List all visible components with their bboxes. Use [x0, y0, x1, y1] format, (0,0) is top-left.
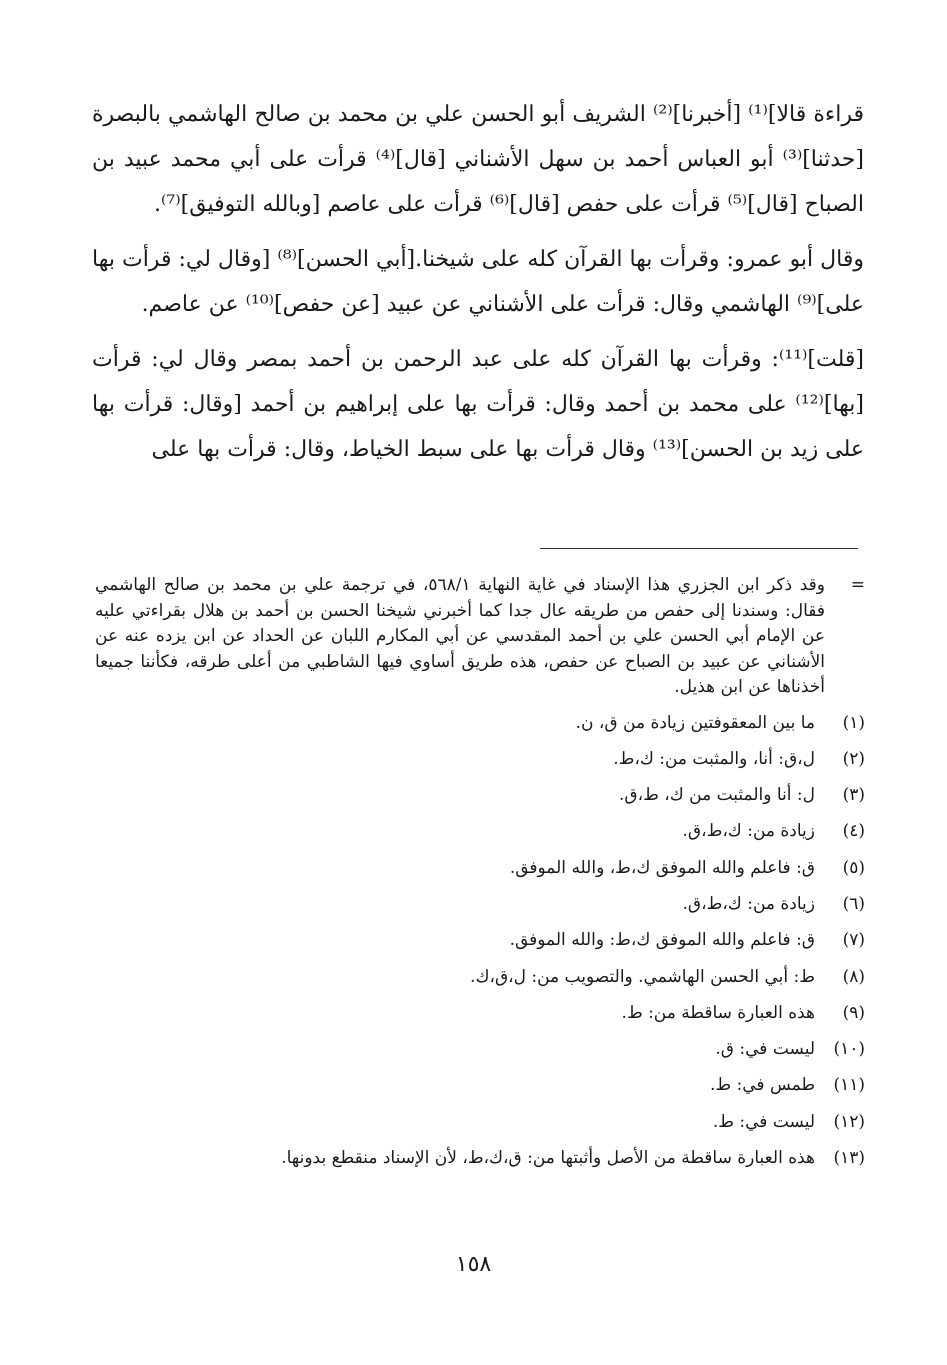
footnote-text: هذه العبارة ساقطة من: ط.	[621, 1002, 815, 1023]
footnote-item	[95, 886, 865, 922]
paragraph-3: [قلت]⁽¹¹⁾: وقرأت بها القرآن كله على عبد الرحمن بن أحمد بمصر وقال لي: قرأت [بها]⁽¹²⁾ على محمد بن أحمد وقال: قرأت بها على إبراهيم بن أحمد [وقال: قرأت بها على زيد بن الحسن]⁽¹³⁾ وقال قرأت بها على سبط الخياط، وقال: قرأت بها على	[92, 347, 864, 462]
footnote-text: ط: أبي الحسن الهاشمي. والتصويب من: ل،ق،ك.	[470, 966, 815, 987]
footnote-text: ل،ق: أنا، والمثبت من: ك،ط.	[613, 748, 815, 769]
footnote-item	[95, 813, 865, 849]
footnote-number: (٧)	[842, 930, 865, 951]
footnote-number: (١٢)	[833, 1111, 865, 1132]
footnote-number: (٥)	[842, 857, 865, 878]
footnote-item	[95, 741, 865, 777]
footnote-item	[95, 1104, 865, 1140]
footnote-separator-rule	[540, 548, 858, 549]
page-number: ١٥٨	[455, 1252, 492, 1277]
footnote-number: (٣)	[842, 785, 865, 806]
footnote-item	[95, 1067, 865, 1103]
footnote-number: (١١)	[833, 1075, 865, 1096]
footnote-item	[95, 850, 865, 886]
footnote-item	[95, 1140, 865, 1176]
footnote-item	[95, 959, 865, 995]
continuation-marker: =	[850, 575, 865, 595]
footnote-number: (٩)	[842, 1002, 865, 1023]
footnote-number: (١٣)	[833, 1148, 865, 1169]
continuation-text: وقد ذكر ابن الجزري هذا الإسناد في غاية النهاية ٥٦٨/١، في ترجمة علي بن محمد بن صالح الهاشمي فقال: وسندنا إلى حفص من طريقه عال جدا كما أخبرني شيخنا الحسن بن أحمد بن هلال بقراءتي عليه عن الإمام أبي الحسن علي بن أحمد المقدسي عن أبي المكارم اللبان عن الحداد عن ابن يزده عنه عن الأشناني عن عبيد بن الصباح عن حفص، هذه طريق أساوي فيها الشاطبي من أعلى طرقه، فكأننا جميعا أخذناها عن ابن هذيل.	[95, 575, 825, 697]
footnotes-block	[95, 573, 865, 1176]
footnote-number: (١)	[842, 712, 865, 733]
main-text-block	[92, 92, 864, 482]
footnote-text: ق: فاعلم والله الموفق ك،ط، والله الموفق.	[509, 857, 815, 878]
footnote-number: (٨)	[842, 966, 865, 987]
footnote-number: (٤)	[842, 821, 865, 842]
footnote-text: ليست في: ط.	[712, 1111, 815, 1132]
footnote-text: ما بين المعقوفتين زيادة من ق، ن.	[575, 712, 815, 733]
footnote-text: طمس في: ط.	[710, 1075, 815, 1096]
footnote-text: ل: أنا والمثبت من ك، ط،ق.	[619, 785, 815, 806]
footnote-item	[95, 777, 865, 813]
footnote-text: زيادة من: ك،ط،ق.	[682, 821, 815, 842]
footnote-text: ق: فاعلم والله الموفق ك،ط: والله الموفق.	[509, 930, 815, 951]
footnote-number: (٦)	[842, 893, 865, 914]
footnote-number: (٢)	[842, 748, 865, 769]
footnote-text: ليست في: ق.	[715, 1039, 815, 1060]
footnote-item	[95, 1031, 865, 1067]
footnote-item	[95, 995, 865, 1031]
footnote-number: (١٠)	[833, 1039, 865, 1060]
paragraph-2: وقال أبو عمرو: وقرأت بها القرآن كله على شيخنا.[أبي الحسن]⁽⁸⁾ [وقال لي: قرأت بها على]⁽⁹⁾ الهاشمي وقال: قرأت على الأشناني عن عبيد [عن حفص]⁽¹⁰⁾ عن عاصم.	[92, 247, 865, 317]
footnote-item	[95, 922, 865, 958]
footnote-text: هذه العبارة ساقطة من الأصل وأثبتها من: ق،ك،ط، لأن الإسناد منقطع بدونها.	[281, 1148, 815, 1169]
footnote-text: زيادة من: ك،ط،ق.	[682, 893, 815, 914]
paragraph-1: قراءة قالا]⁽¹⁾ [أخبرنا]⁽²⁾ الشريف أبو الحسن علي بن محمد بن صالح الهاشمي بالبصرة [حدثنا]⁽³⁾ أبو العباس أحمد بن سهل الأشناني [قال]⁽⁴⁾ قرأت على أبي محمد عبيد بن الصباح [قال]⁽⁵⁾ قرأت على حفص [قال]⁽⁶⁾ قرأت على عاصم [وبالله التوفيق]⁽⁷⁾.	[92, 102, 865, 217]
footnote-continuation	[95, 573, 865, 701]
footnote-item	[95, 705, 865, 741]
